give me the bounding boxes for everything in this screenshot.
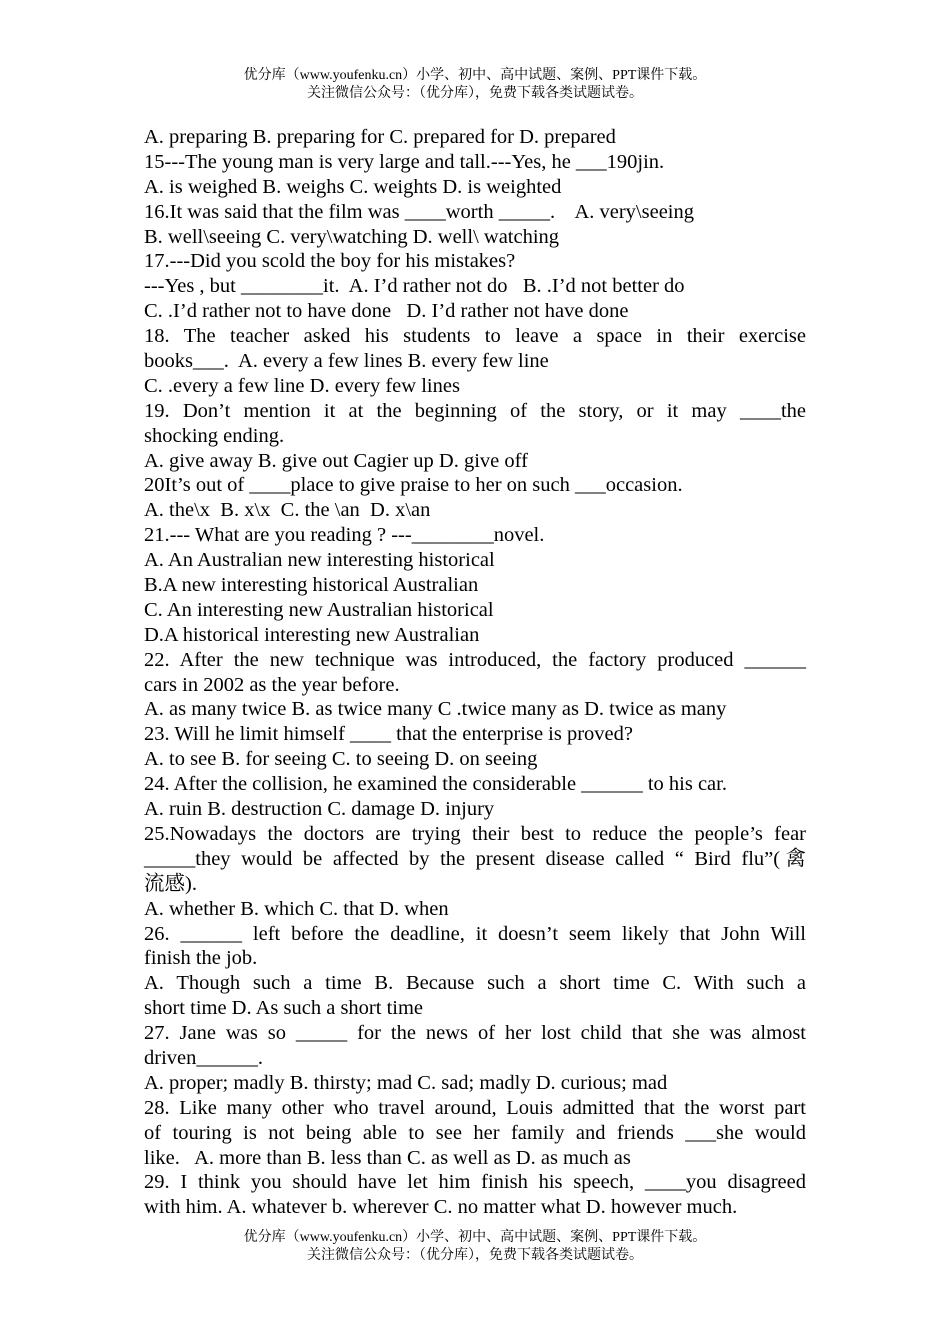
text-line: 16.It was said that the film was ____worth _____. A. very\seeing	[144, 200, 694, 223]
text-line: books___. A. every a few lines B. every few line	[144, 350, 549, 373]
text-line: with him. A. whatever b. wherever C. no matter what D. however much.	[144, 1196, 738, 1219]
text-line: A. the\x B. x\x C. the \an D. x\an	[144, 499, 431, 522]
text-line: 23. Will he limit himself ____ that the enterprise is proved?	[144, 723, 633, 746]
footer-line-2: 关注微信公众号：（优分库），免费下载各类试题试卷。	[307, 1248, 643, 1263]
text-line: 20It’s out of ____place to give praise to her on such ___occasion.	[144, 474, 683, 497]
text-line: A. preparing B. preparing for C. prepared for D. prepared	[144, 126, 616, 148]
text-line: finish the job.	[144, 947, 258, 970]
text-line: A. An Australian new interesting historical	[144, 549, 495, 572]
text-line: A. is weighed B. weighs C. weights D. is weighted	[144, 175, 562, 198]
text-line: B. well\seeing C. very\watching D. well\ watching	[144, 225, 560, 248]
text-line: C. .every a few line D. every few lines	[144, 374, 460, 397]
text-line: 流感).	[144, 872, 197, 895]
text-line: shocking ending.	[144, 424, 285, 447]
header-line-1: 优分库（www.youfenku.cn）小学、初中、高中试题、案例、PPT课件下载。	[243, 68, 707, 83]
text-line: 21.--- What are you reading ? ---________novel.	[144, 524, 545, 547]
footer-line-1: 优分库（www.youfenku.cn）小学、初中、高中试题、案例、PPT课件下载。	[243, 1230, 707, 1245]
text-line: A. ruin B. destruction C. damage D. injury	[144, 798, 495, 821]
text-line: driven______.	[144, 1046, 263, 1069]
text-line: A. to see B. for seeing C. to seeing D. on seeing	[144, 748, 538, 771]
text-line: cars in 2002 as the year before.	[144, 673, 400, 696]
text-line: C. An interesting new Australian historical	[144, 598, 494, 621]
document-body	[144, 125, 806, 1220]
page-header	[0, 67, 950, 103]
text-line: A. whether B. which C. that D. when	[144, 897, 449, 920]
text-line: like. A. more than B. less than C. as well as D. as much as	[144, 1146, 631, 1169]
text-line: A. proper; madly B. thirsty; mad C. sad; madly D. curious; mad	[144, 1071, 668, 1094]
text-line: D.A historical interesting new Australian	[144, 623, 480, 646]
text-line: A. Though such a time B. Because such a short time C. With such a	[144, 972, 806, 995]
page-footer	[0, 1229, 950, 1265]
text-line: of touring is not being able to see her family and friends ___she would	[144, 1121, 806, 1144]
text-line: _____they would be affected by the present disease called “ Bird flu”(禽	[144, 847, 806, 870]
text-line: 19. Don’t mention it at the beginning of the story, or it may ____the	[144, 399, 806, 422]
text-line: 28. Like many other who travel around, Louis admitted that the worst part	[144, 1096, 806, 1119]
text-line: 22. After the new technique was introduced, the factory produced ______	[144, 648, 806, 671]
text-line: 25.Nowadays the doctors are trying their best to reduce the people’s fear	[144, 822, 806, 845]
text-line: 26. ______ left before the deadline, it doesn’t seem likely that John Will	[144, 922, 806, 945]
text-line: short time D. As such a short time	[144, 997, 424, 1020]
text-line: C. .I’d rather not to have done D. I’d rather not have done	[144, 300, 629, 323]
text-line: 24. After the collision, he examined the considerable ______ to his car.	[144, 773, 727, 796]
text-line: 29. I think you should have let him finish his speech, ____you disagreed	[144, 1171, 806, 1194]
text-line: ---Yes , but ________it. A. I’d rather not do B. .I’d not better do	[144, 275, 685, 298]
text-line: 17.---Did you scold the boy for his mistakes?	[144, 250, 516, 273]
text-line: 27. Jane was so _____ for the news of her lost child that she was almost	[144, 1022, 806, 1045]
text-line: A. as many twice B. as twice many C .twice many as D. twice as many	[144, 698, 727, 721]
header-line-2: 关注微信公众号：（优分库），免费下载各类试题试卷。	[307, 86, 643, 101]
text-line: A. give away B. give out Cagier up D. give off	[144, 449, 528, 472]
text-line: 18. The teacher asked his students to leave a space in their exercise	[144, 325, 806, 348]
text-line: 15---The young man is very large and tall.---Yes, he ___190jin.	[144, 150, 665, 173]
text-line: B.A new interesting historical Australian	[144, 574, 479, 597]
